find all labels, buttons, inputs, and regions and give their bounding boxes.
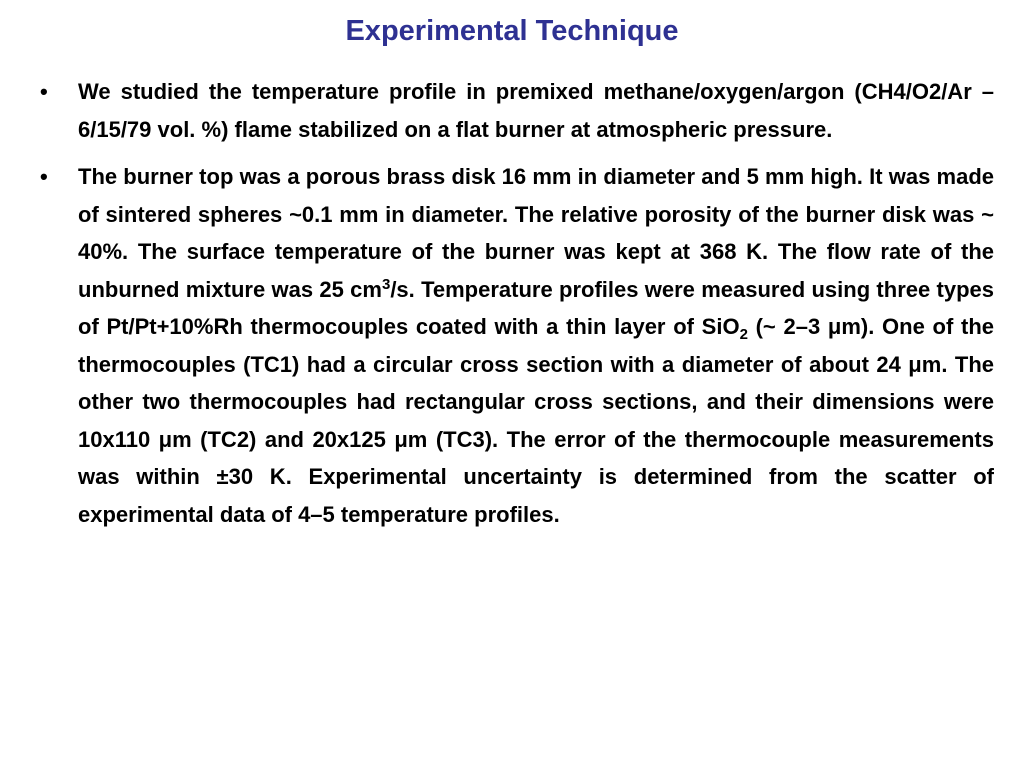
superscript-exponent: 3 [381,275,391,293]
bullet-item-1 [38,73,994,148]
bullet-icon: • [40,79,48,104]
bullet-text-2-part-1: The burner top was a porous brass disk 16 mm in diameter and 5 mm high. It was made of sintered spheres ~0.1 mm in diameter. The relative porosity of the burner disk was ~ 40%. The surface temperature of the burner was kept at 368 K. The flow rate of the unburned mixture was 25 cm [78,164,994,302]
bullet-text-1: We studied the temperature profile in premixed methane/oxygen/argon (CH4/O2/Ar – 6/15/79 vol. %) flame stabilized on a flat burner at atmospheric pressure. [78,79,994,142]
bullet-item-2 [38,158,994,533]
subscript-index: 2 [739,326,748,343]
bullet-list [38,73,994,543]
bullet-text-2-part-3: (~ 2–3 μm). One of the thermocouples (TC1) had a circular cross section with a diameter of about 24 μm. The other two thermocouples had rectangular cross sections, and their dimensions were 10x110 μm (TC2) and 20x125 μm (TC3). The error of the thermocouple measurements was within ±30 K. Experimental uncertainty is determined from the scatter of experimental data of 4–5 temperature profiles. [78,314,994,527]
bullet-icon: • [40,164,48,189]
bullet-text-2-part-2: /s. Temperature profiles were measured using three types of Pt/Pt+10%Rh thermocouples coated with a thin layer of SiO [78,276,995,339]
slide-title: Experimental Technique [345,15,679,47]
